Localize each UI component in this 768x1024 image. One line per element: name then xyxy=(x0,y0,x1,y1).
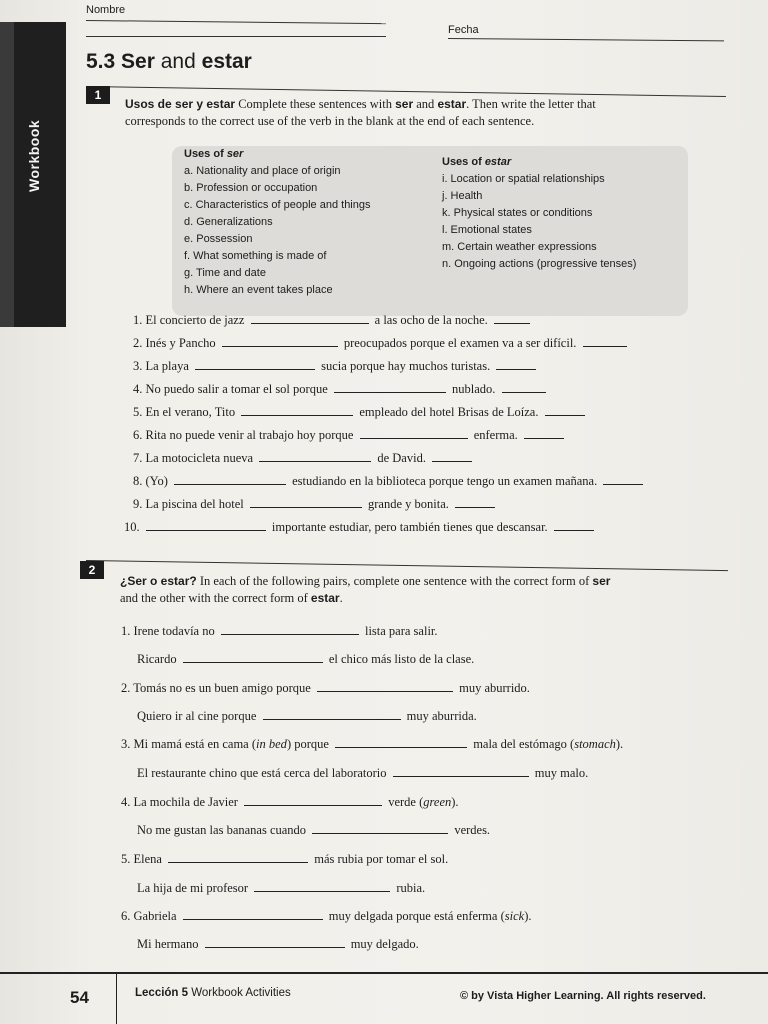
a2-sentence-first xyxy=(121,681,530,696)
answer-blank[interactable] xyxy=(183,909,323,920)
uses-ser-item: g. Time and date xyxy=(184,267,266,279)
sentence-end: nublado. xyxy=(452,382,496,396)
sentence-start: En el verano, Tito xyxy=(145,405,236,419)
answer-blank[interactable] xyxy=(205,937,345,948)
sentence-start: La piscina del hotel xyxy=(145,497,244,511)
page-number: 54 xyxy=(70,988,89,1007)
item-number: 6. xyxy=(121,909,131,923)
nombre-label: Nombre xyxy=(86,4,126,16)
a1-sentence xyxy=(133,428,567,443)
a2-sentence-second xyxy=(137,709,477,724)
uses-ser-item: f. What something is made of xyxy=(184,250,327,262)
sentence-end: a las ocho de la noche. xyxy=(374,313,488,327)
a1-sentence xyxy=(133,382,549,397)
activity2-instr-b: and the other with the correct form of xyxy=(120,591,308,605)
sentence-end: lista para salir. xyxy=(364,624,438,638)
sentence-end: muy delgada porque está enferma ( xyxy=(328,909,505,923)
uses-box xyxy=(172,146,688,316)
a2-sentence-first xyxy=(121,624,438,639)
a2-sentence-second xyxy=(137,823,490,838)
answer-blank[interactable] xyxy=(244,795,382,806)
answer-blank[interactable] xyxy=(174,474,286,485)
a2-sentence-second xyxy=(137,881,425,896)
title-and: and xyxy=(160,50,196,73)
sentence-start: Elena xyxy=(133,852,162,866)
item-number: 1. xyxy=(121,624,131,638)
a1-sentence xyxy=(133,336,630,351)
uses-estar-item: m. Certain weather expressions xyxy=(442,241,597,253)
sentence-start: (Yo) xyxy=(145,474,168,488)
uses-estar-item: l. Emotional states xyxy=(442,224,532,236)
sentence-end: muy aburrido. xyxy=(459,681,530,695)
a2-sentence-second xyxy=(137,652,474,667)
side-tab-label: Workbook xyxy=(26,119,42,192)
tab-edge xyxy=(0,22,14,327)
a2-sentence-first xyxy=(121,852,448,867)
activity2-badge: 2 xyxy=(80,561,104,579)
answer-blank[interactable] xyxy=(317,681,453,692)
uses-ser-title-a: Uses of xyxy=(184,148,224,160)
sentence-start: No me gustan las bananas cuando xyxy=(137,823,307,837)
item-number: 8. xyxy=(133,474,143,488)
sentence-start: Quiero ir al cine porque xyxy=(137,709,257,723)
item-number: 3. xyxy=(133,359,143,373)
section-number: 5.3 xyxy=(86,50,116,73)
sentence-end: importante estudiar, pero también tienes que descansar. xyxy=(271,520,548,534)
footer-lesson-rest: Workbook Activities xyxy=(191,987,291,999)
sentence-end: enferma. xyxy=(473,428,518,442)
nombre-line xyxy=(86,20,386,24)
a1-sentence xyxy=(133,313,533,328)
answer-blank[interactable] xyxy=(222,336,338,347)
answer-blank[interactable] xyxy=(146,520,266,531)
item-number: 5. xyxy=(133,405,143,419)
a2-sentence-first xyxy=(121,795,459,810)
sentence-gloss: in bed xyxy=(256,737,287,751)
uses-estar-heading xyxy=(442,154,682,171)
answer-blank[interactable] xyxy=(334,382,446,393)
answer-blank[interactable] xyxy=(250,497,362,508)
uses-estar-item: i. Location or spatial relationships xyxy=(442,173,605,185)
sentence-start: El restaurante chino que está cerca del laboratorio xyxy=(137,766,387,780)
item-number: 2. xyxy=(133,336,143,350)
uses-ser-item: d. Generalizations xyxy=(184,216,273,228)
sentence-gloss: green xyxy=(423,795,452,809)
sentence-gloss: sick xyxy=(504,909,525,923)
sentence-close: ). xyxy=(524,909,532,923)
letter-blank[interactable] xyxy=(496,359,536,370)
sentence-start: Mi mamá está en cama ( xyxy=(133,737,257,751)
sentence-end: rubia. xyxy=(396,881,426,895)
a2-sentence-first xyxy=(121,737,623,752)
uses-ser-item: e. Possession xyxy=(184,233,253,245)
sentence-start: Ricardo xyxy=(137,652,177,666)
item-number: 3. xyxy=(121,737,131,751)
activity2-instr-a: In each of the following pairs, complete one sentence with the correct form of xyxy=(199,574,590,588)
sentence-start: Tomás no es un buen amigo porque xyxy=(133,681,311,695)
fecha-line xyxy=(448,38,724,41)
footer-lesson xyxy=(135,987,291,999)
answer-blank[interactable] xyxy=(312,823,448,834)
a1-sentence xyxy=(133,359,539,374)
a1-sentence xyxy=(124,520,597,535)
activity2-heading: ¿Ser o estar? xyxy=(120,574,197,588)
sentence-start: No puedo salir a tomar el sol porque xyxy=(145,382,328,396)
title-ser: Ser xyxy=(121,50,155,73)
answer-blank[interactable] xyxy=(221,624,359,635)
sentence-end: verde ( xyxy=(388,795,424,809)
uses-ser-heading xyxy=(184,146,444,163)
uses-ser-column xyxy=(184,146,444,299)
letter-blank[interactable] xyxy=(545,405,585,416)
instr-and: and xyxy=(416,97,435,111)
activity1-instr-c: corresponds to the correct use of the verb in the blank at the end of each sentence. xyxy=(125,114,535,128)
uses-estar-title-a: Uses of xyxy=(442,156,482,168)
sentence-end: muy delgado. xyxy=(350,937,419,951)
item-number: 7. xyxy=(133,451,143,465)
a1-sentence xyxy=(133,405,588,420)
answer-blank[interactable] xyxy=(251,313,369,324)
title-estar: estar xyxy=(201,50,252,73)
sentence-start: Irene todavía no xyxy=(133,624,215,638)
instr-estar: estar xyxy=(437,97,467,111)
letter-blank[interactable] xyxy=(603,474,643,485)
sentence-close: ). xyxy=(451,795,459,809)
item-number: 10. xyxy=(124,520,140,534)
uses-estar-item: k. Physical states or conditions xyxy=(442,207,593,219)
answer-blank[interactable] xyxy=(259,451,371,462)
a2-sentence-second xyxy=(137,937,419,952)
letter-blank[interactable] xyxy=(455,497,495,508)
sentence-mid: ) porque xyxy=(286,737,329,751)
letter-blank[interactable] xyxy=(583,336,627,347)
letter-blank[interactable] xyxy=(494,313,530,324)
a1-sentence xyxy=(133,474,646,489)
answer-blank[interactable] xyxy=(393,766,529,777)
footer-lesson-bold: Lección 5 xyxy=(135,987,189,999)
workbook-side-tab xyxy=(0,22,66,327)
footer-copyright: © by Vista Higher Learning. All rights reserved. xyxy=(460,990,706,1002)
answer-blank[interactable] xyxy=(335,737,467,748)
activity2-instructions xyxy=(120,573,720,607)
item-number: 4. xyxy=(133,382,143,396)
instr2-estar: estar xyxy=(310,591,340,605)
item-number: 2. xyxy=(121,681,131,695)
footer-divider xyxy=(116,974,117,1024)
instr-ser: ser xyxy=(395,97,414,111)
uses-ser-item: a. Nationality and place of origin xyxy=(184,165,341,177)
uses-ser-item: h. Where an event takes place xyxy=(184,284,333,296)
uses-estar-item: j. Health xyxy=(442,190,483,202)
item-number: 6. xyxy=(133,428,143,442)
sentence-end: mala del estómago ( xyxy=(473,737,575,751)
sentence-end: muy malo. xyxy=(534,766,589,780)
uses-ser-item: b. Profession or occupation xyxy=(184,182,318,194)
sentence-start: La playa xyxy=(145,359,189,373)
sentence-start: Rita no puede venir al trabajo hoy porque xyxy=(145,428,354,442)
item-number: 4. xyxy=(121,795,131,809)
letter-blank[interactable] xyxy=(554,520,594,531)
answer-blank[interactable] xyxy=(254,881,390,892)
activity1-instructions xyxy=(125,96,705,130)
sentence-start: Mi hermano xyxy=(137,937,199,951)
answer-blank[interactable] xyxy=(183,652,323,663)
sentence-end: más rubia por tomar el sol. xyxy=(314,852,449,866)
instr2-period: . xyxy=(339,591,343,605)
sentence-start: El concierto de jazz xyxy=(145,313,245,327)
answer-blank[interactable] xyxy=(360,428,468,439)
sentence-end: verdes. xyxy=(454,823,491,837)
fecha-label: Fecha xyxy=(448,24,479,36)
activity1-badge: 1 xyxy=(86,86,110,104)
activity1-instr-a: Complete these sentences with xyxy=(238,97,392,111)
uses-estar-title-b: estar xyxy=(484,156,512,168)
sentence-end: estudiando en la biblioteca porque tengo un examen mañana. xyxy=(292,474,598,488)
a1-sentence xyxy=(133,451,475,466)
answer-blank[interactable] xyxy=(241,405,353,416)
uses-estar-item: n. Ongoing actions (progressive tenses) xyxy=(442,258,637,270)
sentence-start: La mochila de Javier xyxy=(133,795,238,809)
a2-sentence-second xyxy=(137,766,588,781)
item-number: 1. xyxy=(133,313,143,327)
sentence-end: empleado del hotel Brisas de Loíza. xyxy=(359,405,539,419)
answer-blank[interactable] xyxy=(263,709,401,720)
answer-blank[interactable] xyxy=(195,359,315,370)
a2-sentence-first xyxy=(121,909,531,924)
uses-ser-title-b: ser xyxy=(226,148,244,160)
letter-blank[interactable] xyxy=(524,428,564,439)
sentence-close: ). xyxy=(615,737,624,751)
sentence-end: sucia porque hay muchos turistas. xyxy=(321,359,491,373)
item-number: 9. xyxy=(133,497,143,511)
sentence-end: grande y bonita. xyxy=(367,497,449,511)
nombre-underline xyxy=(86,36,386,37)
a1-sentence xyxy=(133,497,498,512)
letter-blank[interactable] xyxy=(502,382,546,393)
sentence-end: el chico más listo de la clase. xyxy=(328,652,475,666)
sentence-start: La motocicleta nueva xyxy=(145,451,254,465)
section-title xyxy=(86,50,252,74)
activity2-rule xyxy=(86,560,728,571)
uses-ser-item: c. Characteristics of people and things xyxy=(184,199,371,211)
instr2-ser: ser xyxy=(592,574,611,588)
sentence-end: preocupados porque el examen va a ser difícil. xyxy=(343,336,577,350)
uses-estar-column xyxy=(442,154,682,273)
answer-blank[interactable] xyxy=(168,852,308,863)
activity1-heading: Usos de ser y estar xyxy=(125,97,236,111)
item-number: 5. xyxy=(121,852,131,866)
sentence-gloss: stomach xyxy=(574,737,616,751)
activity1-instr-b: . Then write the letter that xyxy=(466,97,596,111)
sentence-end: de David. xyxy=(377,451,426,465)
sentence-start: Gabriela xyxy=(133,909,177,923)
sentence-start: Inés y Pancho xyxy=(145,336,216,350)
sentence-end: muy aburrida. xyxy=(406,709,477,723)
sentence-start: La hija de mi profesor xyxy=(137,881,249,895)
letter-blank[interactable] xyxy=(432,451,472,462)
